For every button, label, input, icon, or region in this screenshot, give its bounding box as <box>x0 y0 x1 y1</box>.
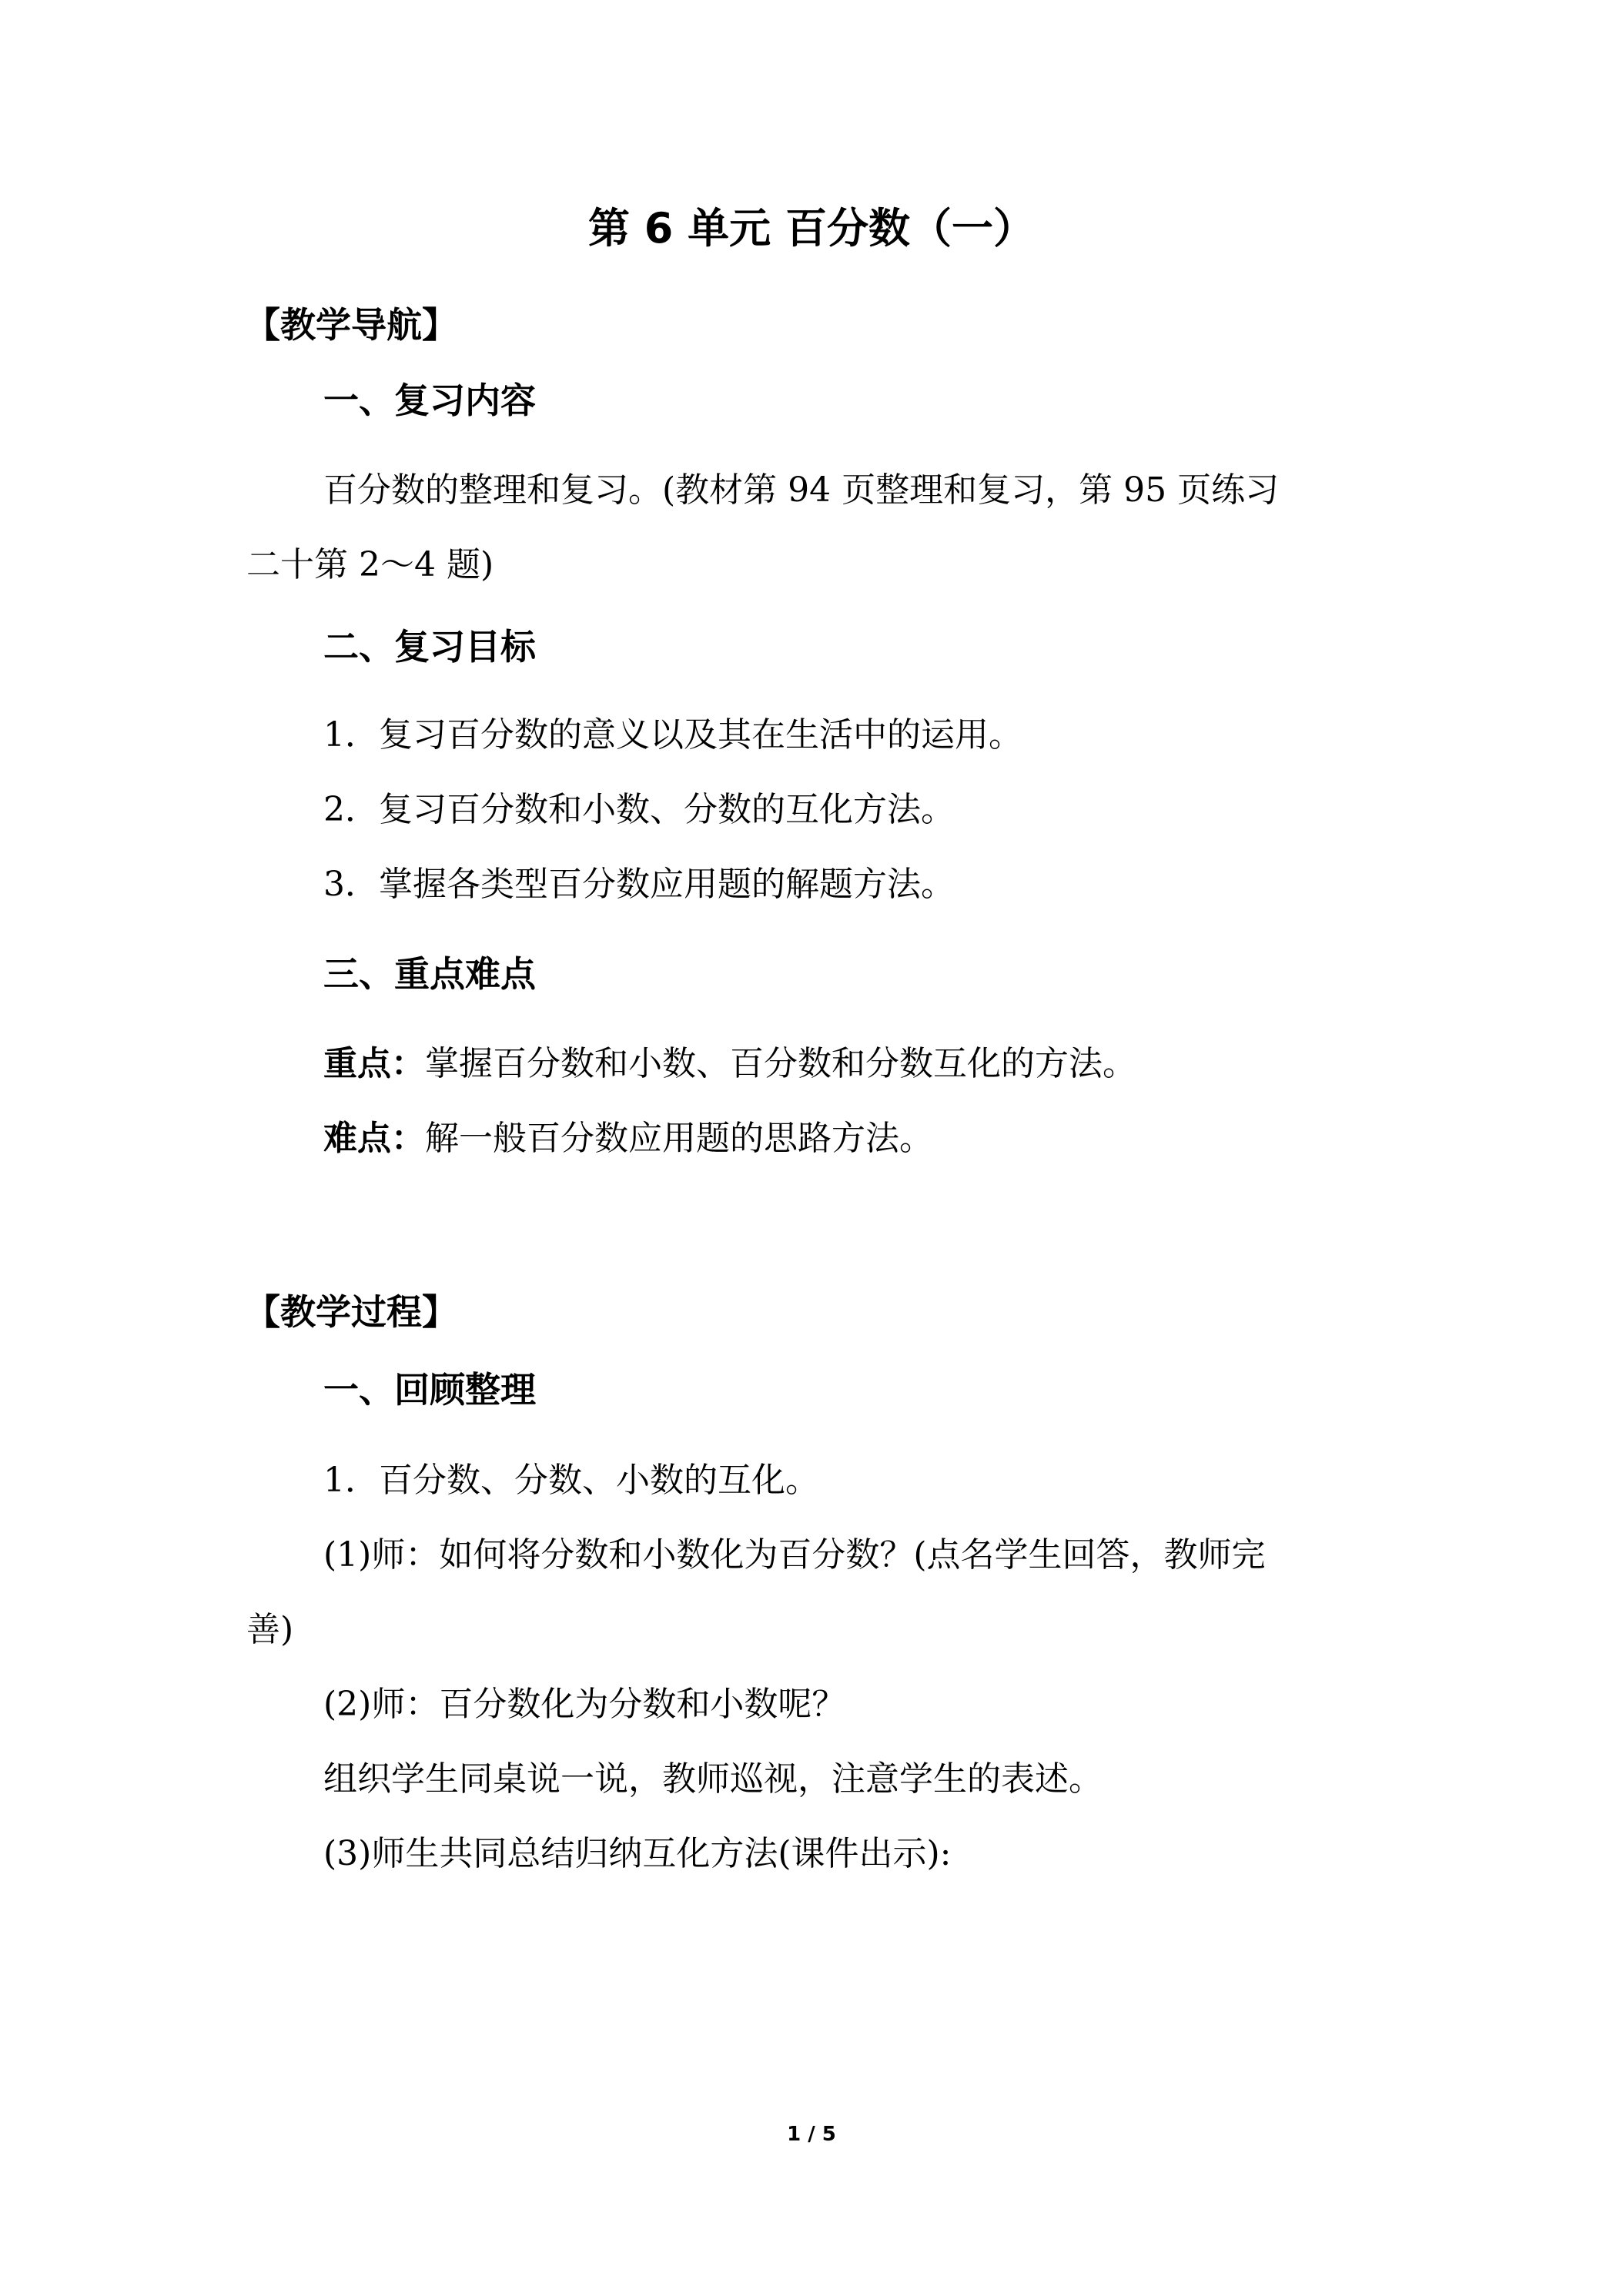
review-content-heading: 一、复习内容 <box>323 380 536 421</box>
teaching-process-header: 【教学过程】 <box>245 1291 457 1333</box>
key-difficult-heading: 三、重点难点 <box>323 953 536 995</box>
review-goal-item: 1．复习百分数的意义以及其在生活中的运用。 <box>323 715 1022 755</box>
difficult-point-text: 解一般百分数应用题的思路方法。 <box>425 1119 933 1158</box>
key-point-text: 掌握百分数和小数、百分数和分数互化的方法。 <box>425 1044 1136 1083</box>
question-1-line-1: (1)师：如何将分数和小数化为百分数？(点名学生回答，教师完 <box>323 1535 1266 1575</box>
review-content-line-2: 二十第 2～4 题) <box>246 545 494 584</box>
organize-instruction: 组织学生同桌说一说，教师巡视，注意学生的表述。 <box>323 1759 1103 1799</box>
review-content-line-1: 百分数的整理和复习。(教材第 94 页整理和复习，第 95 页练习 <box>323 470 1280 510</box>
teaching-navigation-header: 【教学导航】 <box>245 304 457 346</box>
page-number: 1 / 5 <box>787 2123 836 2146</box>
question-3: (3)师生共同总结归纳互化方法(课件出示): <box>323 1834 952 1873</box>
question-2: (2)师：百分数化为分数和小数呢？ <box>323 1685 846 1724</box>
key-point-label: 重点： <box>323 1044 425 1083</box>
question-1-line-2: 善) <box>246 1610 294 1649</box>
conversion-item: 1．百分数、分数、小数的互化。 <box>323 1461 819 1500</box>
key-point-line <box>323 1041 1136 1087</box>
review-goals-heading: 二、复习目标 <box>323 626 536 668</box>
review-goal-item: 3．掌握各类型百分数应用题的解题方法。 <box>323 865 955 904</box>
page-title: 第 6 单元 百分数（一） <box>588 204 1035 253</box>
review-goal-item: 2．复习百分数和小数、分数的互化方法。 <box>323 790 955 829</box>
difficult-point-label: 难点： <box>323 1119 425 1158</box>
difficult-point-line <box>323 1116 933 1162</box>
review-organize-heading: 一、回顾整理 <box>323 1369 536 1411</box>
